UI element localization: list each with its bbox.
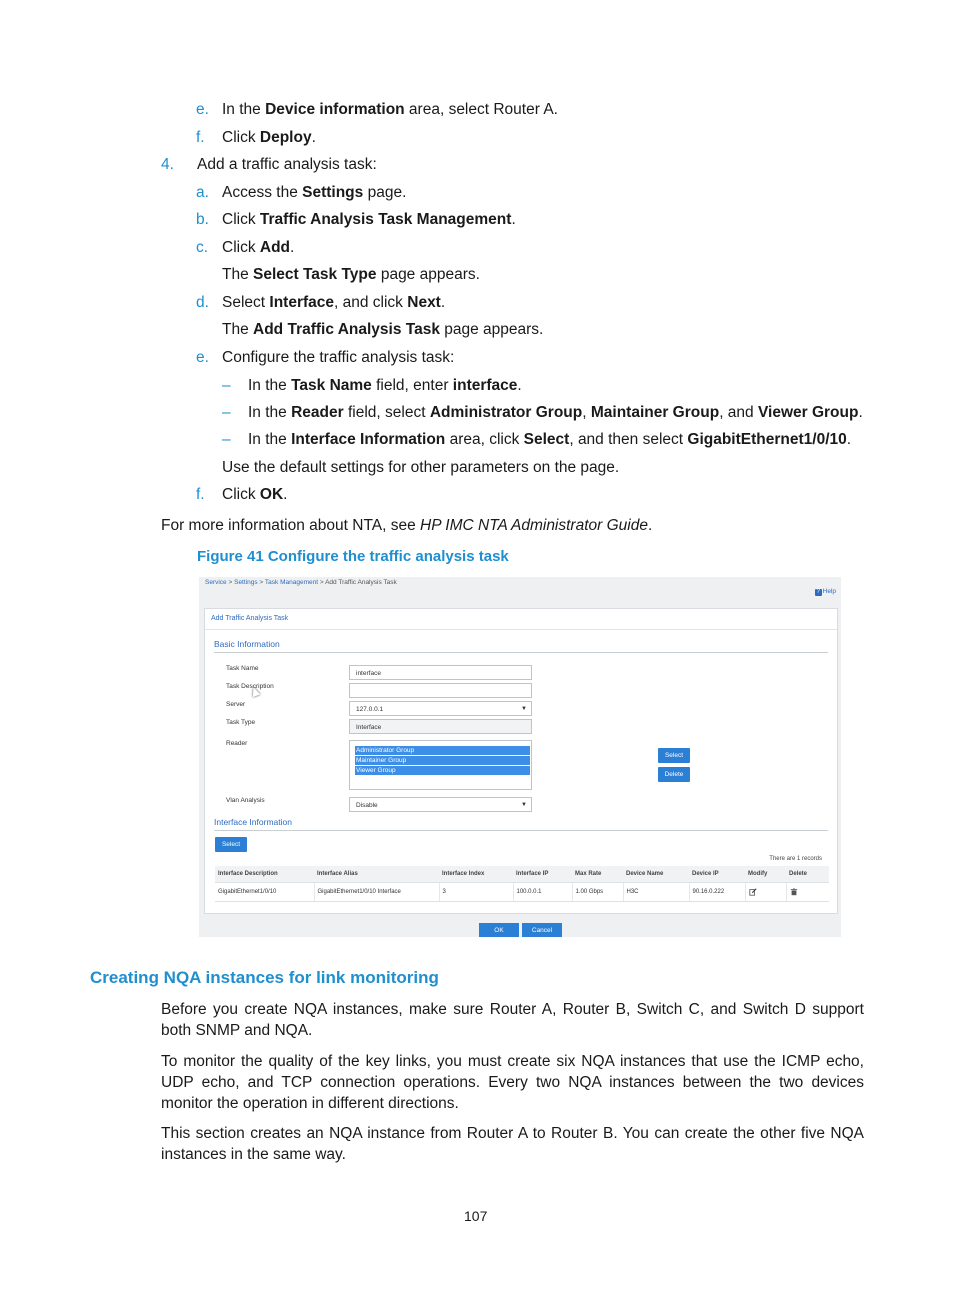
column-header[interactable]: Device Name <box>623 866 689 883</box>
records-count: There are 1 records <box>769 856 822 862</box>
cell: 1.00 Gbps <box>572 883 623 902</box>
interface-table <box>215 866 829 902</box>
step-note: Use the default settings for other parameters on the page. <box>222 459 620 476</box>
breadcrumb-link-task-management[interactable]: Task Management <box>264 579 319 586</box>
reader-listbox[interactable] <box>353 743 532 787</box>
step-marker: 4. <box>161 156 174 173</box>
interface-information-heading: Interface Information <box>214 817 292 827</box>
step-text: Add a traffic analysis task: <box>197 156 377 173</box>
column-header[interactable]: Device IP <box>689 866 745 883</box>
more-info-text: For more information about NTA, see HP IMC NTA Administrator Guide. <box>161 517 653 534</box>
reader-delete-button[interactable]: Delete <box>658 767 690 782</box>
step-text: Click OK. <box>222 486 288 503</box>
figure-screenshot <box>199 577 841 937</box>
trash-icon[interactable] <box>790 888 798 896</box>
step-text: Click Traffic Analysis Task Management. <box>222 211 516 228</box>
panel-title: Add Traffic Analysis Task <box>211 615 289 622</box>
dropdown-arrow-icon: ▼ <box>521 706 527 712</box>
cell: 90.16.0.222 <box>689 883 745 902</box>
step-text: In the Device information area, select Router A. <box>222 101 558 118</box>
edit-icon[interactable] <box>749 888 757 896</box>
task-description-input[interactable] <box>349 683 532 698</box>
step-marker: d. <box>196 294 209 311</box>
page-number: 107 <box>464 1208 488 1224</box>
dropdown-arrow-icon: ▼ <box>521 802 527 808</box>
task-name-label: Task Name <box>226 665 259 672</box>
reader-select-button[interactable]: Select <box>658 748 690 763</box>
task-type-label: Task Type <box>226 719 256 726</box>
task-description-label: Task Description <box>226 683 274 690</box>
cell <box>745 883 786 902</box>
column-header: Delete <box>786 866 829 883</box>
step-marker: f. <box>196 129 205 146</box>
server-label: Server <box>226 701 246 708</box>
section-heading: Creating NQA instances for link monitoring <box>90 968 439 987</box>
help-link[interactable]: ? Help <box>816 588 836 595</box>
reader-option[interactable]: Viewer Group <box>355 766 530 776</box>
divider <box>214 652 828 653</box>
breadcrumb-link-settings[interactable]: Settings <box>234 579 258 586</box>
reader-option[interactable]: Administrator Group <box>355 746 530 756</box>
table-row <box>215 883 829 902</box>
figure-caption: Figure 41 Configure the traffic analysis task <box>197 548 509 565</box>
step-marker: a. <box>196 184 209 201</box>
help-icon: ? <box>816 589 820 595</box>
add-task-panel <box>204 608 838 914</box>
cell: 3 <box>439 883 513 902</box>
step-text: Click Deploy. <box>222 129 316 146</box>
sub-step-text: In the Reader field, select Administrator Group, Maintainer Group, and Viewer Group. <box>248 404 863 421</box>
sub-step-marker: – <box>222 431 231 448</box>
step-marker: e. <box>196 101 209 118</box>
sub-step-text: In the Interface Information area, click Select, and then select GigabitEthernet1/0/10. <box>248 431 852 448</box>
step-marker: b. <box>196 211 209 228</box>
column-header[interactable]: Interface Alias <box>314 866 439 883</box>
interface-select-button[interactable]: Select <box>215 837 247 852</box>
column-header[interactable]: Interface Description <box>215 866 314 883</box>
step-marker: c. <box>196 239 209 256</box>
step-marker: e. <box>196 349 209 366</box>
reader-option[interactable]: Maintainer Group <box>355 756 530 766</box>
divider <box>205 629 837 630</box>
breadcrumb-link-service[interactable]: Service <box>205 579 227 586</box>
step-marker: f. <box>196 486 205 503</box>
table-header-row <box>215 866 829 883</box>
ok-button[interactable]: OK <box>479 923 519 937</box>
cell: 100.0.0.1 <box>513 883 572 902</box>
divider <box>214 830 828 831</box>
step-note: The Add Traffic Analysis Task page appears. <box>222 321 544 338</box>
reader-label: Reader <box>226 740 248 747</box>
step-text: Select Interface, and click Next. <box>222 294 446 311</box>
cell: GigabitEthernet1/0/10 Interface <box>314 883 439 902</box>
sub-step-marker: – <box>222 377 231 394</box>
task-type-field: Interface <box>349 719 532 734</box>
vlan-analysis-select[interactable]: Disable ▼ <box>349 797 532 812</box>
cancel-button[interactable]: Cancel <box>522 923 562 937</box>
cell: GigabitEthernet1/0/10 <box>215 883 314 902</box>
cell <box>786 883 829 902</box>
column-header[interactable]: Interface Index <box>439 866 513 883</box>
step-text: Access the Settings page. <box>222 184 407 201</box>
server-select[interactable]: 127.0.0.1 ▼ <box>349 701 532 716</box>
sub-step-text: In the Task Name field, enter interface. <box>248 377 522 394</box>
basic-information-heading: Basic Information <box>214 639 280 649</box>
step-note: The Select Task Type page appears. <box>222 266 480 283</box>
vlan-analysis-label: Vlan Analysis <box>226 797 265 804</box>
column-header[interactable]: Interface IP <box>513 866 572 883</box>
cell: H3C <box>623 883 689 902</box>
breadcrumb: Service > Settings > Task Management > Add Traffic Analysis Task <box>205 579 397 586</box>
breadcrumb-current: Add Traffic Analysis Task <box>325 579 397 586</box>
sub-step-marker: – <box>222 404 231 421</box>
step-text: Click Add. <box>222 239 295 256</box>
column-header: Modify <box>745 866 786 883</box>
body-paragraph: Before you create NQA instances, make sure Router A, Router B, Switch C, and Switch D support both SNMP and NQA. <box>161 1001 864 1039</box>
step-text: Configure the traffic analysis task: <box>222 349 455 366</box>
column-header[interactable]: Max Rate <box>572 866 623 883</box>
task-name-input[interactable]: interface <box>349 665 532 680</box>
body-paragraph: This section creates an NQA instance from Router A to Router B. You can create the other five NQA instances in the same way. <box>161 1125 864 1163</box>
body-paragraph: To monitor the quality of the key links, you must create six NQA instances that use the ICMP echo, UDP echo, and TCP connection operations. Every two NQA instances between the two devices monitor the operation in different directions. <box>161 1053 864 1112</box>
